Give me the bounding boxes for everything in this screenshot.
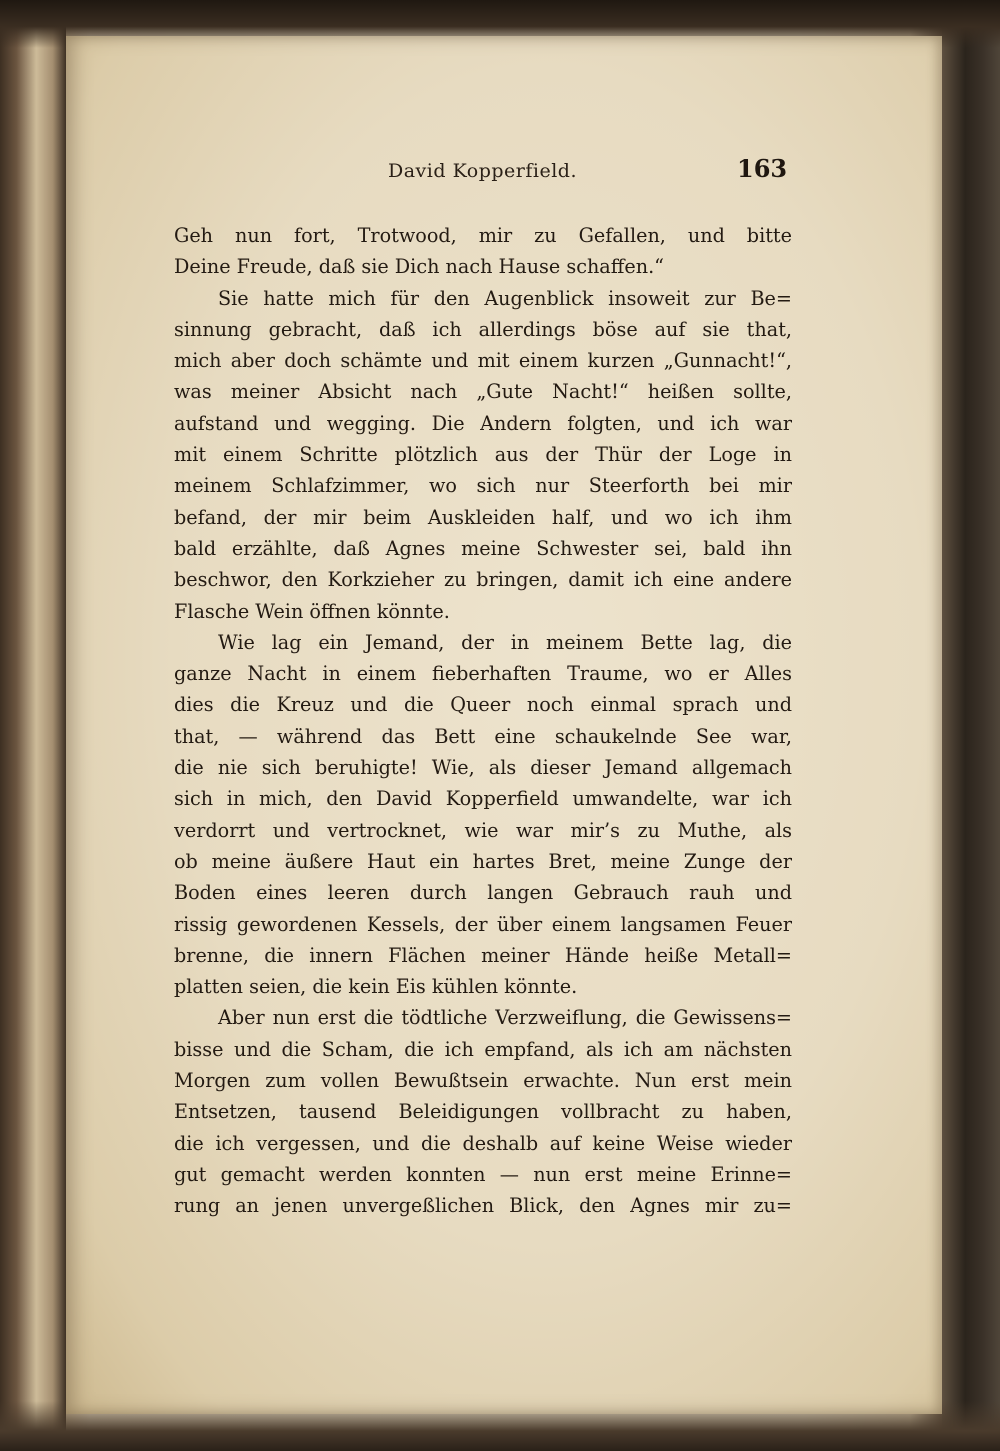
text-line: die nie sich beruhigte! Wie, als dieser Jemand allgemach	[174, 756, 792, 780]
text-line: Deine Freude, daß sie Dich nach Hause schaffen.“	[174, 255, 664, 279]
text-line: was meiner Absicht nach „Gute Nacht!“ heißen sollte,	[174, 380, 792, 404]
text-line: aufstand und wegging. Die Andern folgten, und ich war	[174, 411, 792, 435]
text-line: Flasche Wein öffnen könnte.	[174, 599, 450, 623]
text-line: Morgen zum vollen Bewußtsein erwachte. Nun erst mein	[174, 1069, 792, 1093]
text-line: Sie hatte mich für den Augenblick insoweit zur Be=	[218, 286, 792, 310]
book-cover-edge	[942, 0, 1000, 1451]
running-title: David Kopperfield.	[388, 160, 577, 182]
text-line: rung an jenen unvergeßlichen Blick, den Agnes mir zu=	[174, 1194, 792, 1218]
text-line: ganze Nacht in einem fieberhaften Traume, wo er Alles	[174, 662, 792, 686]
text-line: Entsetzen, tausend Beleidigungen vollbracht zu haben,	[174, 1100, 792, 1124]
text-line: that, — während das Bett eine schaukelnde See war,	[174, 724, 792, 748]
book-binding	[0, 0, 66, 1451]
page-number: 163	[737, 154, 788, 183]
text-line: ob meine äußere Haut ein hartes Bret, meine Zunge der	[174, 849, 792, 873]
text-line: mit einem Schritte plötzlich aus der Thür der Loge in	[174, 443, 792, 467]
text-line: bisse und die Scham, die ich empfand, als ich am nächsten	[174, 1037, 792, 1061]
text-line: Boden eines leeren durch langen Gebrauch rauh und	[174, 881, 792, 905]
text-line: verdorrt und vertrocknet, wie war mir’s zu Muthe, als	[174, 818, 792, 842]
text-lines	[174, 220, 792, 1222]
text-line: brenne, die innern Flächen meiner Hände heiße Metall=	[174, 943, 792, 967]
text-line: Geh nun fort, Trotwood, mir zu Gefallen, und bitte	[174, 224, 792, 247]
text-line: sinnung gebracht, daß ich allerdings böse auf sie that,	[174, 317, 792, 341]
text-line: sich in mich, den David Kopperfield umwandelte, war ich	[174, 787, 792, 811]
text-line: meinem Schlafzimmer, wo sich nur Steerforth bei mir	[174, 474, 792, 498]
page-header	[66, 154, 942, 194]
text-line: Aber nun erst die tödtliche Verzweiflung, die Gewissens=	[218, 1006, 792, 1030]
body-text	[174, 220, 792, 1222]
text-line: platten seien, die kein Eis kühlen könnte.	[174, 975, 578, 999]
text-line: bald erzählte, daß Agnes meine Schwester sei, bald ihn	[174, 536, 792, 560]
text-line: befand, der mir beim Auskleiden half, und wo ich ihm	[174, 505, 792, 529]
text-line: die ich vergessen, und die deshalb auf keine Weise wieder	[174, 1131, 792, 1155]
text-line: beschwor, den Korkzieher zu bringen, damit ich eine andere	[174, 568, 792, 592]
text-line: dies die Kreuz und die Queer noch einmal sprach und	[174, 693, 792, 717]
text-line: gut gemacht werden konnten — nun erst meine Erinne=	[174, 1162, 792, 1186]
text-line: rissig gewordenen Kessels, der über einem langsamen Feuer	[174, 912, 792, 936]
text-line: mich aber doch schämte und mit einem kurzen „Gunnacht!“,	[174, 349, 792, 373]
text-line: Wie lag ein Jemand, der in meinem Bette lag, die	[218, 630, 792, 654]
